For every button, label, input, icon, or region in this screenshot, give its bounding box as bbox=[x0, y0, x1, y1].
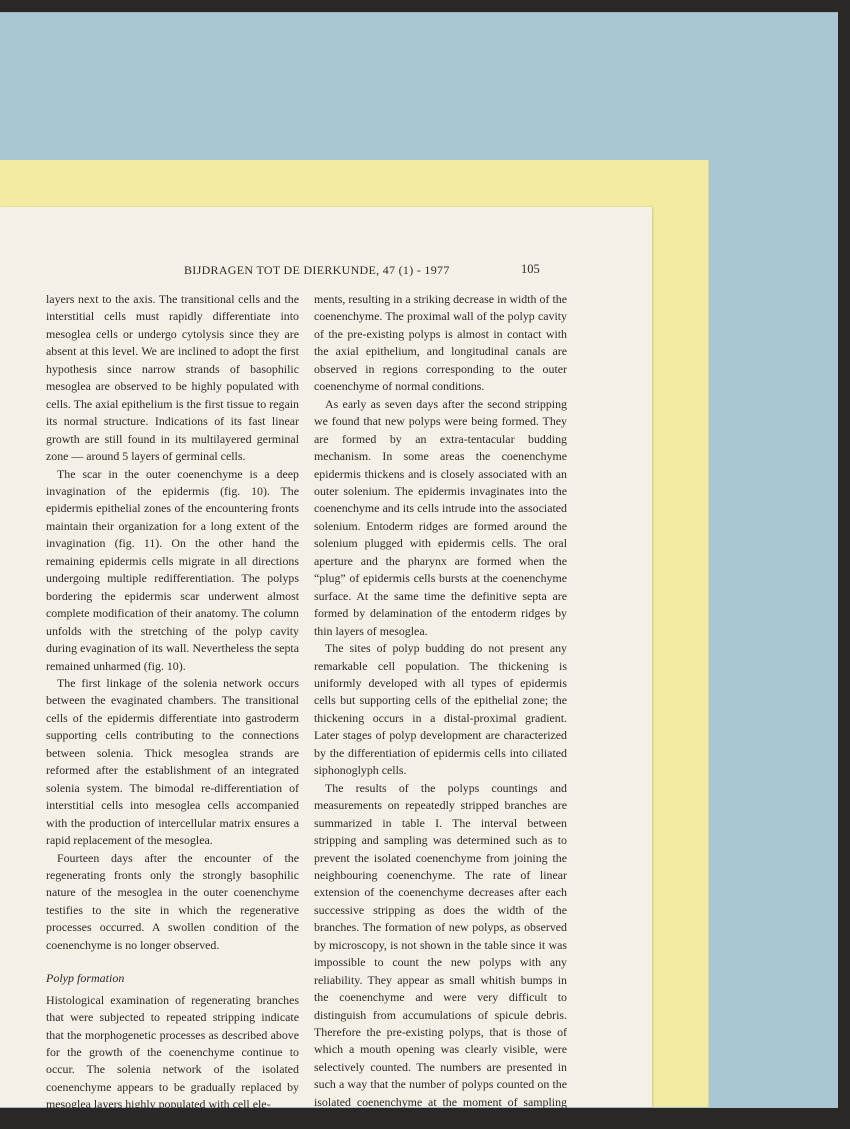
paragraph: The results of the polyps countings and measurements on repeatedly stripped branches are summarized in table I. The interval between stripping and sampling was determined such as to prevent the isolated coenenchyme from joining the neighbouring coenenchyme. The rate of linear extension of the coenenchyme decreases after each successive stripping as does the width of the branches. The formation of new polyps, as observed by microscopy, is not shown in the table since it was impossible to count the new polyps with any reliability. They appear as small whitish bumps in the coenenchyme and were very difficult to distinguish from accumulations of spicule debris. Therefore the pre-existing polyps, that is those of which a mouth opening was clearly visible, were selectively counted. The numbers are presented in such a way that the number of polyps counted on the isolated coenenchyme at the moment of sampling (the observed number of polyps) can easily be com- bbox=[314, 780, 567, 1127]
paragraph: Fourteen days after the encounter of the regenerating fronts only the strongly basophilic nature of the mesoglea in the outer coenenchyme testifies to the site in which the regenerative processes occurred. A swollen condition of the coenenchyme is no longer observed. bbox=[46, 850, 299, 952]
page-number: 105 bbox=[521, 262, 540, 276]
paragraph: As early as seven days after the second stripping we found that new polyps were being formed. They are formed by an extra-tentacular budding mechanism. In some areas the coenenchyme epidermis thickens and is closely associated with an outer solenium. The epidermis invaginates into the coenenchyme and its cells intrude into the associated solenium. Entoderm ridges are formed around the solenium plugged with epidermis cells. The oral aperture and the pharynx are formed when the “plug” of epidermis cells bursts at the coenenchyme surface. At the same time the definitive septa are formed by delamination of the entoderm ridges by thin layers of mesoglea. bbox=[314, 396, 567, 638]
right-column bbox=[314, 291, 567, 1129]
section-heading: Polyp formation bbox=[46, 971, 125, 986]
left-column bbox=[46, 291, 299, 1114]
journal-title: BIJDRAGEN TOT DE DIERKUNDE, 47 (1) - 1977 bbox=[184, 263, 450, 277]
paragraph: The scar in the outer coenenchyme is a deep invagination of the epidermis (fig. 10). The epidermis epithelial zones of the encountering fronts maintain their organization for a long extent of the invagination (fig. 11). On the other hand the remaining epidermis cells migrate in all directions undergoing multiple redifferentiation. The polyps bordering the epidermis scar underwent almost complete modification of their anatomy. The column unfolds with the stretching of the polyp cavity during evagination of its wall. Nevertheless the septa remained unharmed (fig. 10). bbox=[46, 466, 299, 673]
running-head bbox=[184, 263, 540, 278]
journal-page bbox=[0, 207, 652, 1127]
paragraph: The first linkage of the solenia network occurs between the evaginated chambers. The transitional cells of the epidermis differentiate into gastroderm supporting cells contributing to the connections between solenia. Thick mesoglea strands are reformed after the establishment of an integrated solenia system. The bimodal re-differentiation of interstitial cells into mesoglea cells accompanied with the production of intercellular matrix ensures a rapid replacement of the mesoglea. bbox=[46, 675, 299, 848]
paragraph: The sites of polyp budding do not present any remarkable cell population. The thickening is uniformly developed with all types of epidermis cells but supporting cells of the epithelial zone; the thickening occurs in a distal-proximal gradient. Later stages of polyp development are characterized by the differentiation of epidermis cells into ciliated siphonoglyph cells. bbox=[314, 641, 567, 778]
paragraph: layers next to the axis. The transitional cells and the interstitial cells must rapidly differentiate into mesoglea cells or undergo cytolysis since they are absent at this level. We are inclined to adopt the first hypothesis since narrow strands of basophilic mesoglea are observed to be highly populated with cells. The axial epithelium is the first tissue to regain its normal structure. Indications of its fast linear growth are still found in its multilayered germinal zone — around 5 layers of germinal cells. bbox=[46, 292, 299, 464]
paragraph: Histological examination of regenerating branches that were subjected to repeated stripping indicate that the morphogenetic processes as described above for the growth of the coenenchyme continue to occur. The solenia network of the isolated coenenchyme appears to be gradually replaced by mesoglea layers highly populated with cell ele- bbox=[46, 992, 299, 1112]
paragraph: ments, resulting in a striking decrease in width of the coenenchyme. The proximal wall of the polyp cavity of the pre-existing polyps is almost in contact with the axial epithelium, and longitudinal canals are observed in regions corresponding to the outer coenenchyme of normal conditions. bbox=[314, 292, 567, 394]
